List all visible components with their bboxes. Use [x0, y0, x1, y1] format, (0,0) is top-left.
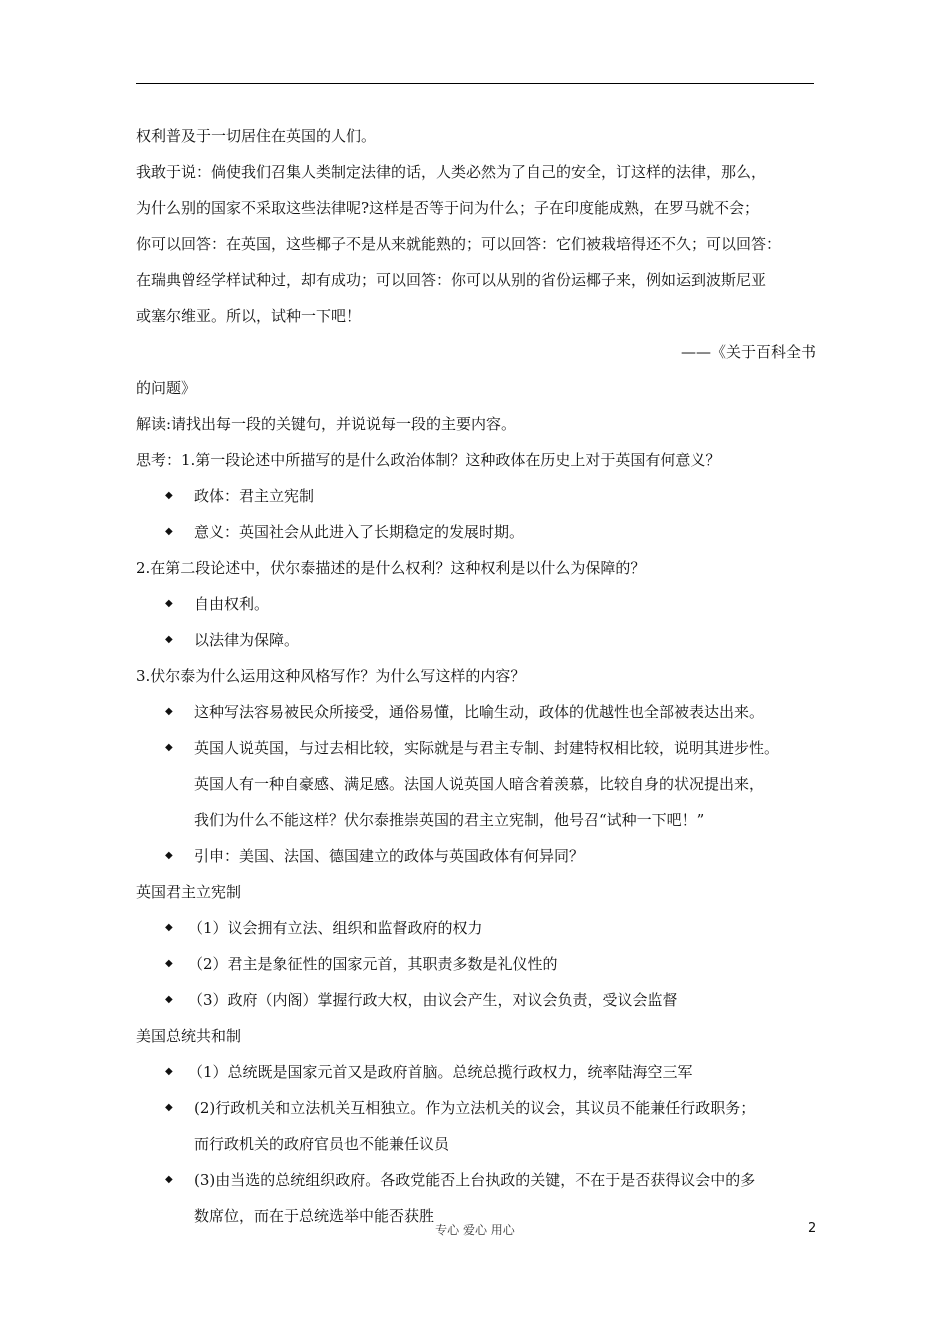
diamond-bullet-icon: ◆ — [165, 526, 173, 537]
paragraph-line: 我敢于说：倘使我们召集人类制定法律的话，人类必然为了自己的安全，订这样的法律，那么， — [136, 163, 767, 181]
diamond-bullet-icon: ◆ — [165, 958, 173, 969]
question-3: 3.伏尔泰为什么运用这种风格写作？为什么写这样的内容？ — [136, 667, 526, 685]
uk-item: ◆ （2）君主是象征性的国家元首，其职责多数是礼仪性的 — [136, 946, 816, 982]
answer-bullet: ◆ 以法律为保障。 — [136, 622, 816, 658]
paragraph-line: 你可以回答：在英国，这些椰子不是从来就能熟的；可以回答：它们被栽培得还不久；可以回答： — [136, 235, 782, 253]
answer-bullet: ◆ 英国人说英国，与过去相比较，实际就是与君主专制、封建特权相比较，说明其进步性。 英国人有一种自豪感、满足感。法国人说英国人暗含着羡慕，比较自身的状况提出来， 我们为什么不能这样？伏尔泰推崇英国的君主立宪制，他号召“试种一下吧！” — [136, 730, 816, 838]
paragraph-line: 或塞尔维亚。所以，试种一下吧！ — [136, 307, 362, 325]
answer-bullet: ◆ 自由权利。 — [136, 586, 816, 622]
diamond-bullet-icon: ◆ — [165, 1102, 173, 1113]
document-body — [136, 118, 816, 1234]
diamond-bullet-icon: ◆ — [165, 922, 173, 933]
paragraph-line: 权利普及于一切居住在英国的人们。 — [136, 127, 377, 145]
diamond-bullet-icon: ◆ — [165, 598, 173, 609]
section-title-us: 美国总统共和制 — [136, 1027, 242, 1045]
diamond-bullet-icon: ◆ — [165, 490, 173, 501]
paragraph-line: 为什么别的国家不采取这些法律呢?这样是否等于问为什么；子在印度能成熟，在罗马就不会； — [136, 199, 760, 217]
diamond-bullet-icon: ◆ — [165, 706, 173, 717]
answer-bullet: ◆ 这种写法容易被民众所接受，通俗易懂，比喻生动，政体的优越性也全部被表达出来。 — [136, 694, 816, 730]
page-number: 2 — [808, 1221, 817, 1236]
answer-bullet: ◆ 意义：英国社会从此进入了长期稳定的发展时期。 — [136, 514, 816, 550]
diamond-bullet-icon: ◆ — [165, 850, 173, 861]
answer-bullet: ◆ 引申：美国、法国、德国建立的政体与英国政体有何异同？ — [136, 838, 816, 874]
header-rule — [136, 83, 814, 84]
diamond-bullet-icon: ◆ — [165, 1066, 173, 1077]
diamond-bullet-icon: ◆ — [165, 994, 173, 1005]
us-item: ◆ (2)行政机关和立法机关互相独立。作为立法机关的议会，其议员不能兼任行政职务； 而行政机关的政府官员也不能兼任议员 — [136, 1090, 816, 1162]
source-citation: ——《关于百科全书 — [680, 343, 816, 361]
paragraph-line: 在瑞典曾经学样试种过，却有成功；可以回答：你可以从别的省份运椰子来，例如运到波斯尼亚 — [136, 271, 767, 289]
question-1: 思考：1.第一段论述中所描写的是什么政治体制？这种政体在历史上对于英国有何意义？ — [136, 451, 721, 469]
question-2: 2.在第二段论述中，伏尔泰描述的是什么权利？这种权利是以什么为保障的？ — [136, 559, 646, 577]
source-citation-continued: 的问题》 — [136, 379, 197, 397]
diamond-bullet-icon: ◆ — [165, 1174, 173, 1185]
uk-item: ◆ （1）议会拥有立法、组织和监督政府的权力 — [136, 910, 816, 946]
page-footer: 专心 爱心 用心 — [435, 1223, 515, 1237]
diamond-bullet-icon: ◆ — [165, 742, 173, 753]
section-title-uk: 英国君主立宪制 — [136, 883, 242, 901]
diamond-bullet-icon: ◆ — [165, 634, 173, 645]
reading-instruction: 解读:请找出每一段的关键句，并说说每一段的主要内容。 — [136, 415, 517, 433]
uk-item: ◆ （3）政府（内阁）掌握行政大权，由议会产生，对议会负责，受议会监督 — [136, 982, 816, 1018]
us-item: ◆ (3)由当选的总统组织政府。各政党能否上台执政的关键，不在于是否获得议会中的多 数席位，而在于总统选举中能否获胜 — [136, 1162, 816, 1234]
answer-bullet: ◆ 政体：君主立宪制 — [136, 478, 816, 514]
us-item: ◆ （1）总统既是国家元首又是政府首脑。总统总揽行政权力，统率陆海空三军 — [136, 1054, 816, 1090]
